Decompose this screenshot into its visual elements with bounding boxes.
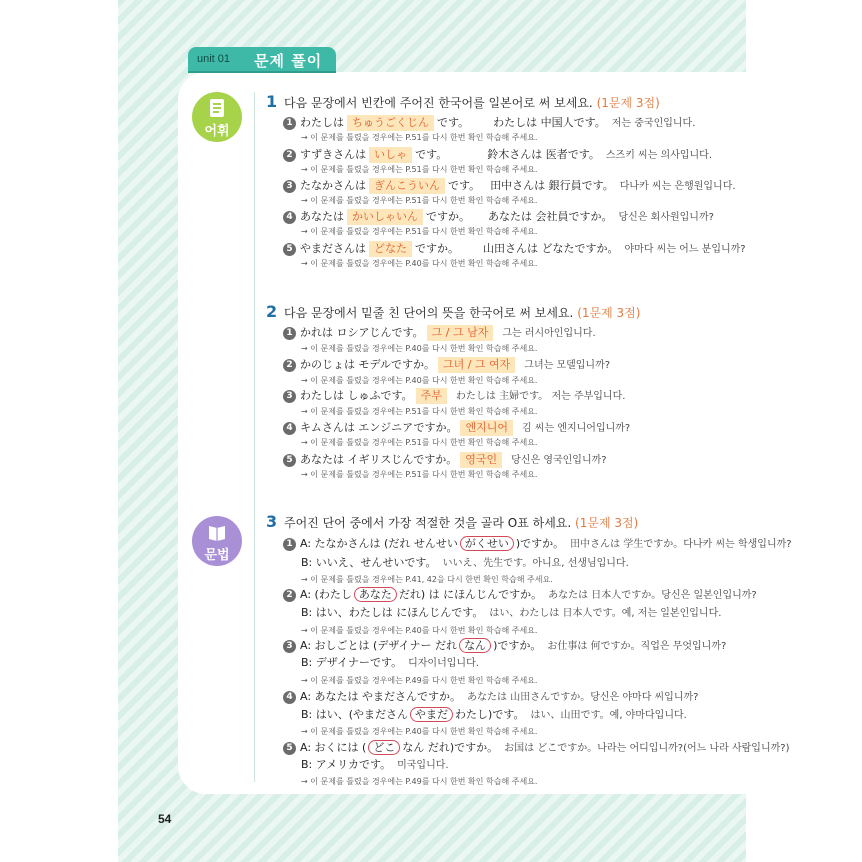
circled-answer: がくせい xyxy=(460,536,514,551)
line-a: A: おくには ( xyxy=(300,741,367,754)
item-sentence: かれは ロシアじんです。 xyxy=(300,326,424,339)
question-prompt: 다음 문장에서 밑줄 친 단어의 뜻을 한국어로 써 보세요. xyxy=(284,306,574,320)
line-a-translation: お仕事は 何ですか。직업은 무엇입니까? xyxy=(547,641,727,652)
list-item xyxy=(283,638,726,654)
item-translation: 그는 러시아인입니다. xyxy=(502,328,596,339)
question-number: 1 xyxy=(266,92,278,111)
item-note: → 이 문제를 틀렸을 경우에는 P.51를 다시 한번 확인 학습해 주세요. xyxy=(301,133,538,142)
item-sentence: キムさんは エンジニアですか。 xyxy=(300,421,458,434)
page-number: 54 xyxy=(158,812,172,826)
answer-box: いしゃ xyxy=(369,147,412,163)
answer-box: ちゅうごくじん xyxy=(347,115,434,131)
line-a-end: )ですか。 xyxy=(515,537,565,550)
answer-box: 그녀 / 그 여자 xyxy=(438,357,515,373)
question-points: (1문제 3점) xyxy=(596,96,660,110)
line-b-text: B: アメリカです。 xyxy=(301,758,392,771)
line-a: A: たなかさんは (だれ せんせい xyxy=(300,537,458,550)
item-number: 3 xyxy=(283,640,296,653)
line-b-translation: はい、山田です。예, 야마다입니다. xyxy=(530,710,687,721)
item-note: → 이 문제를 틀렸을 경우에는 P.40를 다시 한번 확인 학습해 주세요. xyxy=(301,376,538,385)
line-a-end: だれ) は にほんじんですか。 xyxy=(398,588,543,601)
item-suffix: です。 xyxy=(415,148,448,161)
line-a-translation: お国は どこですか。나라는 어디입니까?(어느 나라 사람입니까?) xyxy=(504,743,790,754)
item-note: → 이 문제를 틀렸을 경우에는 P.41, 42을 다시 한번 확인 학습해 주세요. xyxy=(301,575,553,584)
line-b-translation: 디자이너입니다. xyxy=(408,658,479,669)
question-number: 2 xyxy=(266,302,278,321)
line-a-translation: あなたは 山田さんですか。당신은 야마다 씨입니까? xyxy=(467,692,699,703)
item-suffix: ですか。 xyxy=(426,210,470,223)
list-item xyxy=(283,452,607,468)
item-suffix: ですか。 xyxy=(415,242,459,255)
item-number: 4 xyxy=(283,422,296,435)
list-item xyxy=(283,740,789,756)
line-b-text: B: いいえ、せんせいです。 xyxy=(301,556,437,569)
answer-box: 그 / 그 남자 xyxy=(427,325,494,341)
line-b-text: B: デザイナーです。 xyxy=(301,656,403,669)
line-a: A: おしごとは (デザイナー だれ xyxy=(300,639,458,652)
question-prompt: 주어진 단어 중에서 가장 적절한 것을 골라 O표 하세요. xyxy=(284,516,572,530)
circled-answer: なん xyxy=(459,638,491,653)
item-number: 3 xyxy=(283,180,296,193)
item-number: 3 xyxy=(283,390,296,403)
item-sentence: かのじょは モデルですか。 xyxy=(300,358,435,371)
item-translation: 당신은 영국인입니까? xyxy=(511,455,607,466)
unit-label: unit 01 xyxy=(197,53,231,65)
item-note: → 이 문제를 틀렸을 경우에는 P.51를 다시 한번 확인 학습해 주세요. xyxy=(301,165,538,174)
section-banner xyxy=(188,47,336,73)
question-text xyxy=(284,94,660,111)
list-item xyxy=(283,388,625,404)
item-number: 1 xyxy=(283,327,296,340)
item-note: → 이 문제를 틀렸을 경우에는 P.40를 다시 한번 확인 학습해 주세요. xyxy=(301,259,538,268)
answer-box: 주부 xyxy=(416,388,447,404)
item-translation: 스즈키 씨는 의사입니다. xyxy=(605,150,713,161)
item-translation: 야마다 씨는 어느 분입니까? xyxy=(624,244,746,255)
item-number: 1 xyxy=(283,117,296,130)
answer-box: どなた xyxy=(369,241,412,257)
vocab-badge-label: 어휘 xyxy=(204,124,230,139)
item-translation: 다나카 씨는 은행원입니다. xyxy=(619,181,736,192)
item-note: → 이 문제를 틀렸을 경우에는 P.40를 다시 한번 확인 학습해 주세요. xyxy=(301,344,538,353)
list-item xyxy=(283,536,792,552)
item-note: → 이 문제를 틀렸을 경우에는 P.51를 다시 한번 확인 학습해 주세요. xyxy=(301,196,538,205)
line-a-translation: 田中さんは 学生ですか。다나카 씨는 학생입니까? xyxy=(570,539,792,550)
item-number: 5 xyxy=(283,742,296,755)
item-sentence: あなたは イギリスじんですか。 xyxy=(300,453,458,466)
question-points: (1문제 3점) xyxy=(577,306,641,320)
list-item xyxy=(283,147,712,163)
item-number: 5 xyxy=(283,243,296,256)
line-b-translation: はい、わたしは 日本人です。예, 저는 일본인입니다. xyxy=(489,608,722,619)
line-b-text: B: はい、わたしは にほんじんです。 xyxy=(301,606,484,619)
item-prefix: あなたは xyxy=(300,210,344,223)
divider-line xyxy=(254,92,255,782)
item-japanese: あなたは 会社員ですか。 xyxy=(488,210,613,223)
item-prefix: たなかさんは xyxy=(300,179,366,192)
list-item xyxy=(283,241,746,257)
list-item xyxy=(283,209,714,225)
line-b xyxy=(301,555,629,571)
item-japanese: わたしは 中国人です。 xyxy=(493,116,606,129)
item-note: → 이 문제를 틀렸을 경우에는 P.40를 다시 한번 확인 학습해 주세요. xyxy=(301,626,538,635)
line-b-translation: いいえ、先生です。아니요, 선생님입니다. xyxy=(442,558,629,569)
item-note: → 이 문제를 틀렸을 경우에는 P.49를 다시 한번 확인 학습해 주세요. xyxy=(301,777,538,786)
answer-box: 엔지니어 xyxy=(460,420,513,436)
item-japanese: 山田さんは どなたですか。 xyxy=(483,242,619,255)
question-prompt: 다음 문장에서 빈칸에 주어진 한국어를 일본어로 써 보세요. xyxy=(284,96,593,110)
line-b xyxy=(301,605,721,621)
line-b xyxy=(301,707,687,723)
item-translation: 김 씨는 엔지니어입니까? xyxy=(521,423,631,434)
list-item xyxy=(283,357,610,373)
item-note: → 이 문제를 틀렸을 경우에는 P.51를 다시 한번 확인 학습해 주세요. xyxy=(301,470,538,479)
line-a-end: なん だれ)ですか。 xyxy=(402,741,499,754)
line-b-end: わたし)です。 xyxy=(455,708,525,721)
item-note: → 이 문제를 틀렸을 경우에는 P.51를 다시 한번 확인 학습해 주세요. xyxy=(301,227,538,236)
item-japanese: 鈴木さんは 医者です。 xyxy=(487,148,600,161)
grammar-badge-label: 문법 xyxy=(204,548,230,563)
item-suffix: です。 xyxy=(448,179,481,192)
item-prefix: すずきさんは xyxy=(300,148,367,161)
list-item xyxy=(283,689,698,705)
item-japanese: 田中さんは 銀行員です。 xyxy=(490,179,614,192)
line-b-translation: 미국입니다. xyxy=(397,760,449,771)
document-icon xyxy=(208,98,226,118)
list-item xyxy=(283,325,596,341)
item-note: → 이 문제를 틀렸을 경우에는 P.40를 다시 한번 확인 학습해 주세요. xyxy=(301,727,538,736)
item-prefix: やまださんは xyxy=(300,242,366,255)
item-number: 4 xyxy=(283,211,296,224)
open-book-icon xyxy=(208,522,226,542)
item-number: 2 xyxy=(283,589,296,602)
question-text xyxy=(284,304,640,321)
question-points: (1문제 3점) xyxy=(575,516,639,530)
section-title: 문제 풀이 xyxy=(254,52,323,70)
grammar-badge xyxy=(192,516,242,566)
line-a: A: あなたは やまださんですか。 xyxy=(300,690,462,703)
list-item xyxy=(283,587,757,603)
item-note: → 이 문제를 틀렸을 경우에는 P.49를 다시 한번 확인 학습해 주세요. xyxy=(301,676,538,685)
item-suffix: です。 xyxy=(437,116,470,129)
item-number: 5 xyxy=(283,454,296,467)
question-number: 3 xyxy=(266,512,278,531)
list-item xyxy=(283,178,736,194)
item-number: 1 xyxy=(283,538,296,551)
line-b-text: B: はい、(やまださん xyxy=(301,708,409,721)
item-sentence: わたしは しゅふです。 xyxy=(300,389,413,402)
question-text xyxy=(284,514,638,531)
answer-box: かいしゃいん xyxy=(347,209,423,225)
item-number: 2 xyxy=(283,149,296,162)
circled-answer: どこ xyxy=(368,740,400,755)
item-translation: 저는 중국인입니다. xyxy=(611,118,696,129)
vocab-badge xyxy=(192,92,242,142)
line-a-end: )ですか。 xyxy=(493,639,542,652)
answer-box: 영국인 xyxy=(460,452,502,468)
item-translation: わたしは 主婦です。 저는 주부입니다. xyxy=(455,391,626,402)
item-translation: 당신은 회사원입니까? xyxy=(618,212,714,223)
item-number: 2 xyxy=(283,359,296,372)
item-note: → 이 문제를 틀렸을 경우에는 P.51를 다시 한번 확인 학습해 주세요. xyxy=(301,438,538,447)
circled-answer: やまだ xyxy=(410,707,453,722)
line-a-translation: あなたは 日本人ですか。당신은 일본인입니까? xyxy=(548,590,757,601)
line-b xyxy=(301,757,449,773)
item-number: 4 xyxy=(283,691,296,704)
list-item xyxy=(283,115,695,131)
item-note: → 이 문제를 틀렸을 경우에는 P.51를 다시 한번 확인 학습해 주세요. xyxy=(301,407,538,416)
item-translation: 그녀는 모델입니까? xyxy=(524,360,611,371)
circled-answer: あなた xyxy=(354,587,397,602)
item-prefix: わたしは xyxy=(300,116,344,129)
answer-box: ぎんこういん xyxy=(369,178,445,194)
line-b xyxy=(301,655,479,671)
list-item xyxy=(283,420,630,436)
line-a: A: (わたし xyxy=(300,588,352,601)
